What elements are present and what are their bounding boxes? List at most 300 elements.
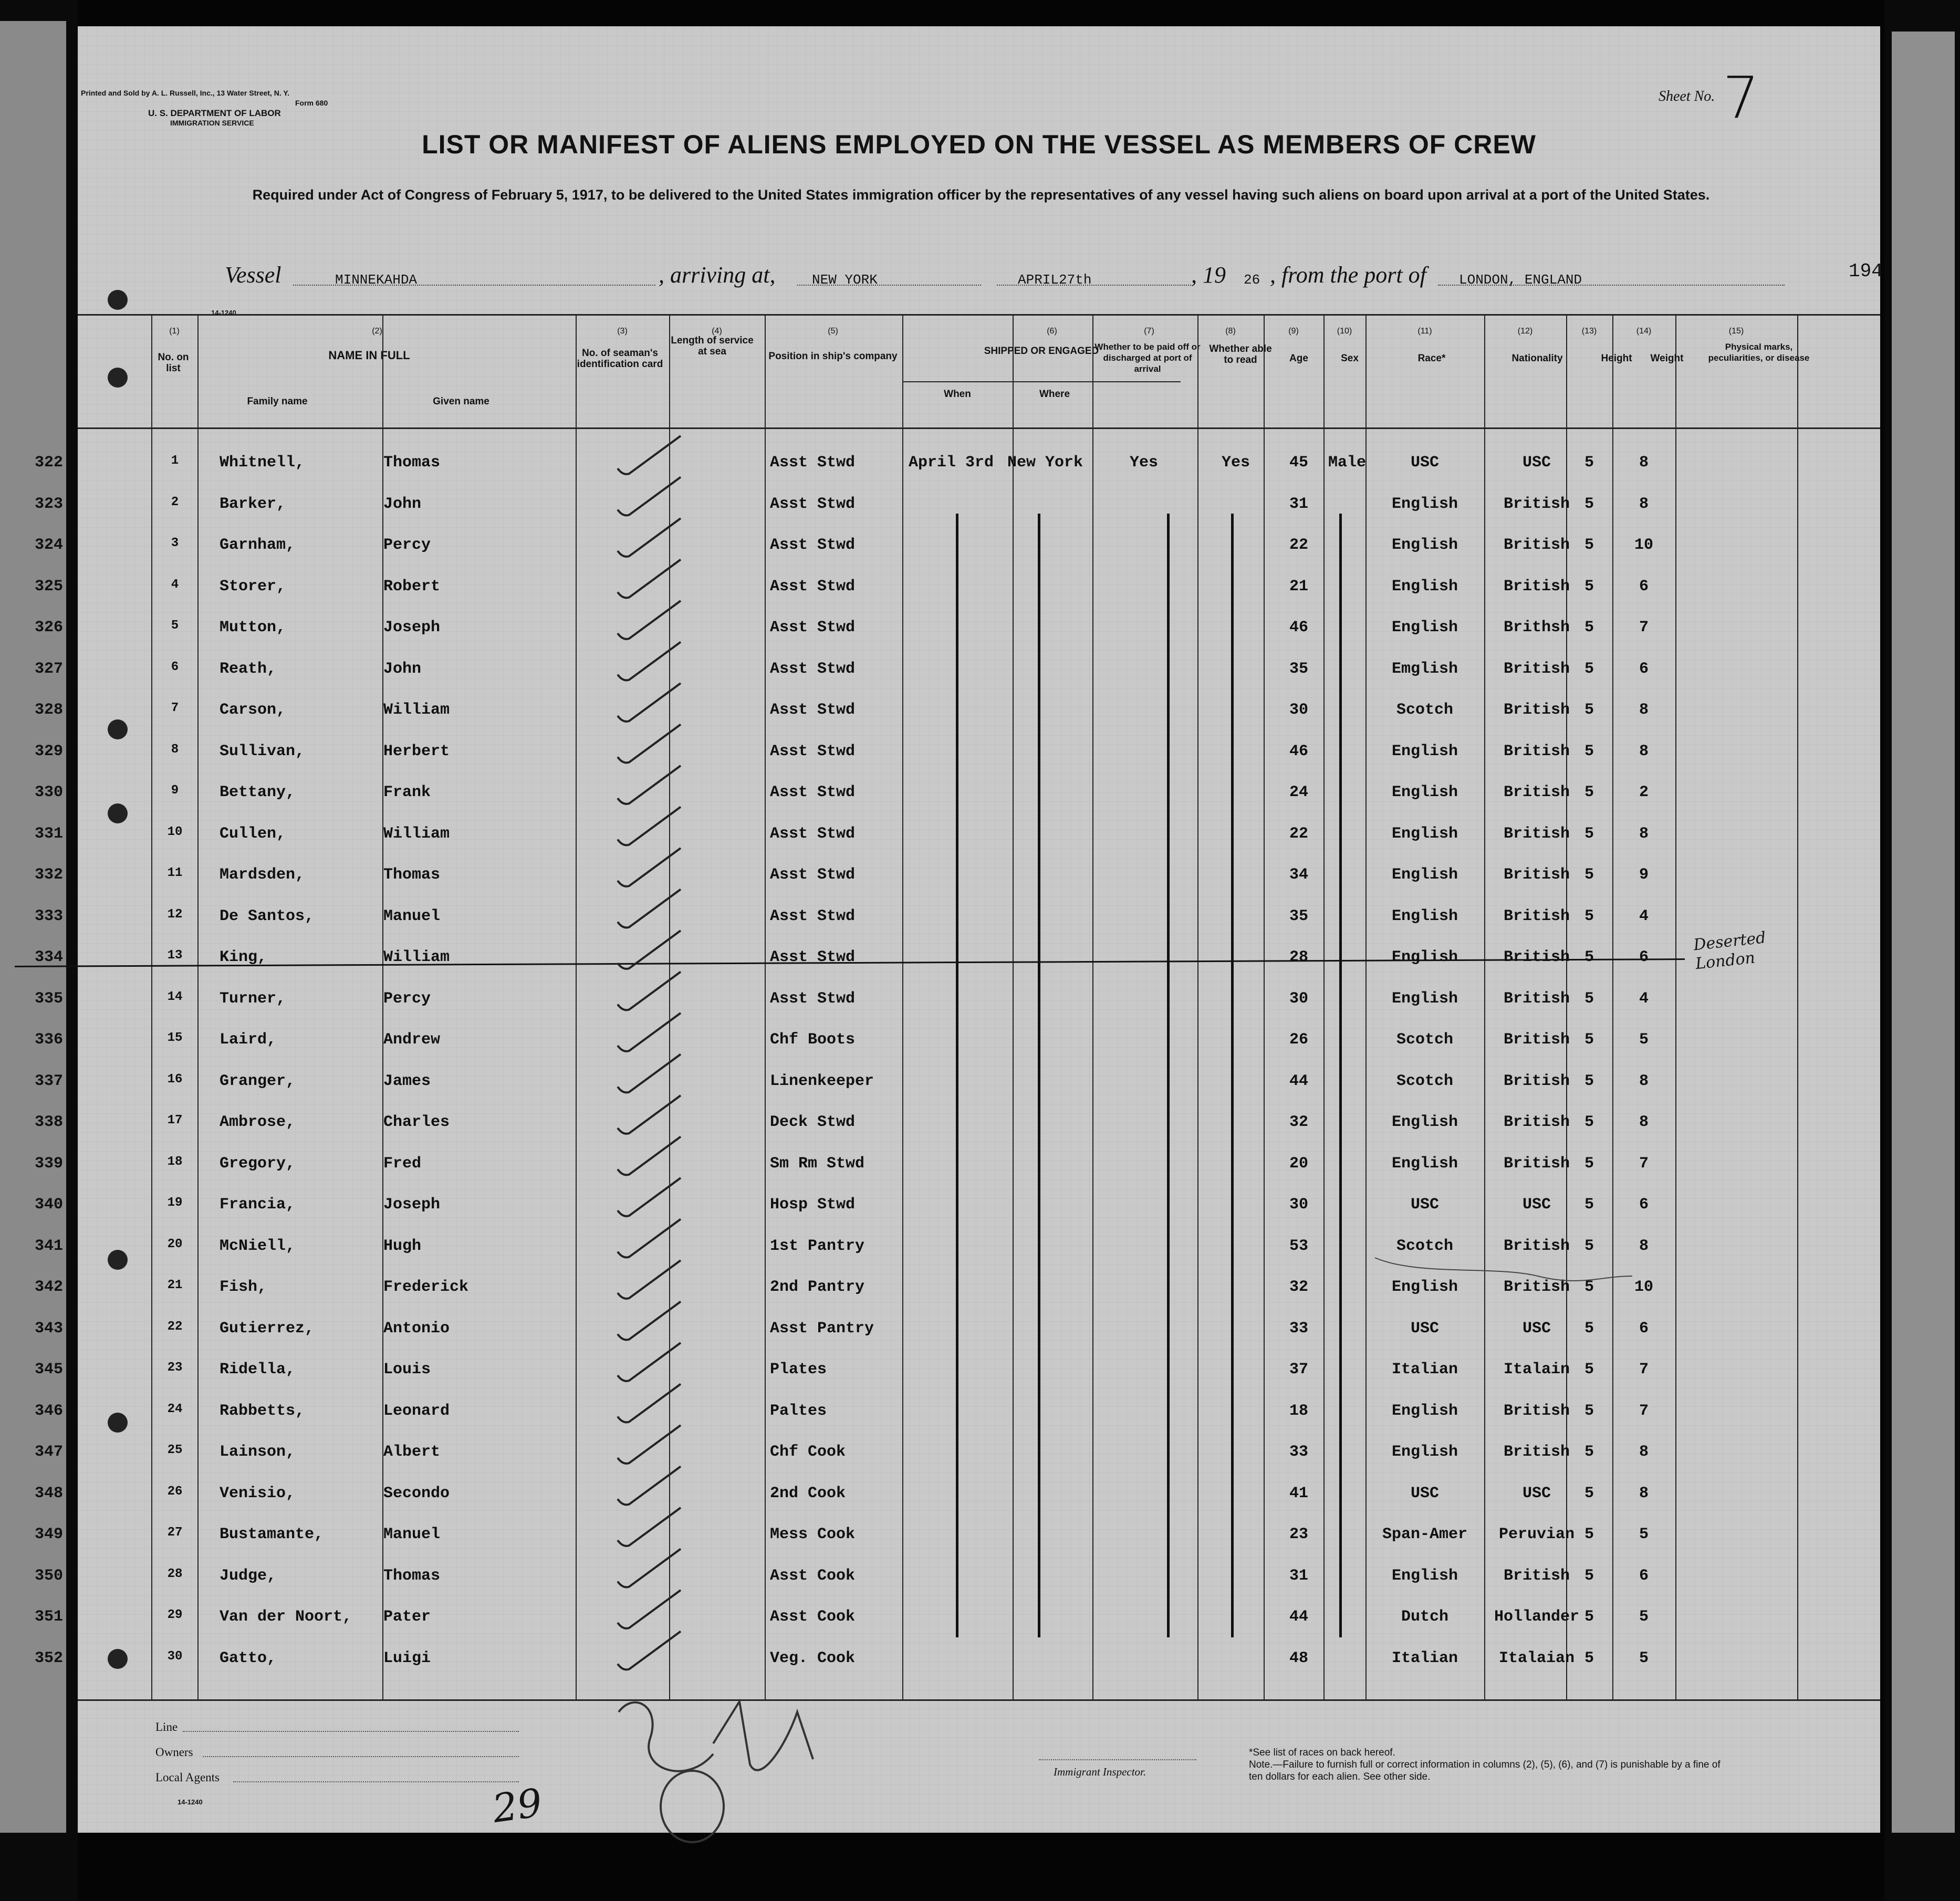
- check-mark-stroke: [618, 890, 681, 928]
- handwritten-count: 29: [489, 1780, 545, 1832]
- header-position: Position in ship's company: [768, 351, 898, 362]
- cell-margin: 348: [34, 1484, 63, 1502]
- cell-position: Asst Stwd: [770, 907, 856, 925]
- column-number-14: (14): [1636, 327, 1652, 336]
- cell-age: 46: [1289, 742, 1308, 760]
- cell-weight: 8: [1639, 495, 1649, 513]
- cell-weight: 8: [1639, 742, 1649, 760]
- cell-nationality: British: [1503, 784, 1570, 801]
- cell-weight: 10: [1634, 536, 1653, 554]
- cell-age: 34: [1289, 866, 1308, 884]
- cell-given: Charles: [383, 1113, 450, 1131]
- cell-position: Veg. Cook: [770, 1649, 856, 1667]
- cell-no: 14: [167, 989, 183, 1004]
- footer-owners-label: Owners: [155, 1746, 193, 1759]
- cell-race: Scotch: [1396, 701, 1454, 719]
- cell-age: 33: [1289, 1443, 1308, 1461]
- page-number: 194: [1849, 260, 1883, 282]
- cell-given: Robert: [383, 577, 441, 596]
- header-sex: Sex: [1341, 353, 1359, 364]
- check-mark-stroke: [618, 683, 681, 722]
- header-physical-marks: Physical marks, peculiarities, or disease: [1708, 342, 1810, 363]
- cell-position: Mess Cook: [770, 1526, 856, 1543]
- cell-race: English: [1391, 742, 1458, 760]
- cell-position: Asst Stwd: [770, 824, 856, 843]
- header-where: Where: [1039, 389, 1070, 400]
- check-mark-stroke: [618, 1590, 681, 1628]
- cell-no: 11: [167, 866, 183, 880]
- cell-age: 37: [1289, 1361, 1308, 1378]
- manifest-page: [34, 26, 1883, 1833]
- check-mark-stroke: [618, 1013, 681, 1051]
- cell-given: Frederick: [383, 1278, 469, 1296]
- header-shipped-engaged: SHIPPED OR ENGAGED: [984, 346, 1099, 357]
- cell-weight: 8: [1639, 701, 1649, 719]
- cell-age: 31: [1289, 495, 1308, 513]
- check-mark-stroke: [618, 931, 681, 969]
- cell-weight: 4: [1639, 989, 1649, 1008]
- cell-weight: 8: [1639, 1072, 1649, 1090]
- cell-where: New York: [1007, 454, 1083, 472]
- cell-age: 30: [1289, 989, 1308, 1008]
- cell-height: 5: [1584, 1608, 1594, 1626]
- header-race: Race*: [1417, 353, 1446, 364]
- check-mark-stroke: [618, 642, 681, 681]
- cell-position: Asst Stwd: [770, 948, 856, 966]
- column-number-13: (13): [1581, 327, 1597, 336]
- cell-age: 46: [1289, 619, 1308, 636]
- cell-given: Luigi: [383, 1649, 431, 1667]
- check-mark-stroke: [618, 1219, 681, 1258]
- cell-height: 5: [1584, 1154, 1594, 1173]
- cell-margin: 323: [34, 495, 63, 513]
- cell-given: Joseph: [383, 619, 441, 636]
- check-mark-stroke: [1375, 1258, 1632, 1281]
- cell-margin: 330: [34, 784, 63, 801]
- cell-family: Garnham,: [220, 536, 296, 554]
- cell-given: Louis: [383, 1361, 431, 1378]
- cell-margin: 331: [34, 824, 63, 843]
- cell-no: 9: [171, 784, 179, 798]
- cell-race: Emglish: [1391, 660, 1458, 678]
- cell-nationality: British: [1503, 1154, 1570, 1173]
- punch-hole: [108, 290, 128, 310]
- cell-given: James: [383, 1072, 431, 1090]
- check-mark-stroke: [618, 1384, 681, 1423]
- column-number-4: (4): [712, 327, 722, 336]
- footnote-penalty: Note.—Failure to furnish full or correct information in columns (2), (5), (6), and (7) is punishable by a fine of ten dollars for each alien. See other side.: [1249, 1759, 1721, 1782]
- cell-age: 44: [1289, 1608, 1308, 1626]
- cell-position: Deck Stwd: [770, 1113, 856, 1131]
- cell-margin: 338: [34, 1113, 63, 1131]
- cell-weight: 7: [1639, 619, 1649, 636]
- cell-no: 8: [171, 742, 179, 757]
- cell-race: English: [1391, 1113, 1458, 1131]
- cell-height: 5: [1584, 1484, 1594, 1502]
- cell-weight: 8: [1639, 454, 1649, 472]
- cell-given: John: [383, 660, 422, 678]
- cell-margin: 343: [34, 1319, 63, 1338]
- cell-no: 26: [167, 1484, 183, 1499]
- cell-no: 18: [167, 1154, 183, 1169]
- cell-height: 5: [1584, 1319, 1594, 1338]
- footer-agents-label: Local Agents: [155, 1771, 220, 1784]
- header-height: Height: [1601, 353, 1632, 364]
- cell-family: Laird,: [220, 1031, 277, 1049]
- cell-family: Granger,: [220, 1072, 296, 1090]
- cell-age: 18: [1289, 1402, 1308, 1420]
- cell-margin: 332: [34, 866, 63, 884]
- printer-line-3: U. S. DEPARTMENT OF LABOR: [148, 108, 281, 118]
- cell-position: Asst Stwd: [770, 701, 856, 719]
- cell-weight: 8: [1639, 824, 1649, 843]
- cell-position: Asst Cook: [770, 1566, 856, 1585]
- cell-no: 12: [167, 907, 183, 922]
- punch-hole: [108, 803, 128, 823]
- cell-position: Asst Stwd: [770, 619, 856, 636]
- form-code-top: 14-1240: [211, 309, 236, 317]
- check-mark-stroke: [618, 1054, 681, 1093]
- cell-weight: 4: [1639, 907, 1649, 925]
- cell-race: English: [1391, 784, 1458, 801]
- cell-position: Sm Rm Stwd: [770, 1154, 865, 1173]
- cell-age: 26: [1289, 1031, 1308, 1049]
- column-number-12: (12): [1517, 327, 1533, 336]
- cell-family: Barker,: [220, 495, 286, 513]
- cell-no: 27: [167, 1526, 183, 1540]
- cell-given: Andrew: [383, 1031, 441, 1049]
- cell-given: Albert: [383, 1443, 441, 1461]
- cell-no: 3: [171, 536, 179, 550]
- cell-family: Cullen,: [220, 824, 286, 843]
- column-number-2: (2): [372, 327, 382, 336]
- check-mark-stroke: [618, 848, 681, 886]
- cell-height: 5: [1584, 742, 1594, 760]
- cell-race: USC: [1410, 1484, 1439, 1502]
- cell-height: 5: [1584, 1443, 1594, 1461]
- cell-age: 45: [1289, 454, 1308, 472]
- header-age: Age: [1289, 353, 1308, 364]
- check-mark-stroke: [618, 972, 681, 1010]
- cell-no: 25: [167, 1443, 183, 1457]
- cell-weight: 10: [1634, 1278, 1653, 1296]
- cell-position: Asst Stwd: [770, 784, 856, 801]
- cell-given: William: [383, 948, 450, 966]
- cell-age: 30: [1289, 1196, 1308, 1214]
- cell-family: Ambrose,: [220, 1113, 296, 1131]
- cell-race: USC: [1410, 1196, 1439, 1214]
- cell-no: 22: [167, 1319, 183, 1334]
- cell-no: 4: [171, 577, 179, 592]
- column-number-3: (3): [617, 327, 628, 336]
- cell-position: Asst Stwd: [770, 577, 856, 596]
- vessel-name: MINNEKAHDA: [335, 272, 418, 288]
- cell-age: 41: [1289, 1484, 1308, 1502]
- cell-family: Bettany,: [220, 784, 296, 801]
- cell-height: 5: [1584, 1361, 1594, 1378]
- cell-family: Gatto,: [220, 1649, 277, 1667]
- cell-race: Italian: [1391, 1361, 1458, 1378]
- cell-margin: 335: [34, 989, 63, 1008]
- cell-position: Asst Cook: [770, 1608, 856, 1626]
- column-number-10: (10): [1337, 327, 1352, 336]
- cell-no: 23: [167, 1361, 183, 1375]
- cell-race: USC: [1410, 454, 1439, 472]
- cell-margin: 341: [34, 1237, 63, 1255]
- cell-margin: 352: [34, 1649, 63, 1667]
- cell-age: 30: [1289, 701, 1308, 719]
- inspector-label: Immigrant Inspector.: [1054, 1766, 1146, 1778]
- page-title: LIST OR MANIFEST OF ALIENS EMPLOYED ON THE VESSEL AS MEMBERS OF CREW: [422, 130, 1536, 159]
- cell-no: 2: [171, 495, 179, 509]
- right-binder-edge: [1884, 0, 1960, 1901]
- cell-given: Manuel: [383, 907, 441, 925]
- arrival-port: NEW YORK: [812, 272, 878, 288]
- cell-margin: 322: [34, 454, 63, 472]
- cell-position: 1st Pantry: [770, 1237, 865, 1255]
- cell-no: 6: [171, 660, 179, 674]
- cell-family: Francia,: [220, 1196, 296, 1214]
- year-value: 26: [1244, 272, 1260, 288]
- cell-margin: 340: [34, 1196, 63, 1214]
- check-mark-stroke: [618, 1343, 681, 1381]
- cell-margin: 334: [34, 948, 63, 966]
- check-mark-stroke: [618, 560, 681, 598]
- cell-race: English: [1391, 1402, 1458, 1420]
- cell-position: Asst Stwd: [770, 866, 856, 884]
- handwritten-check-marks: [78, 26, 1880, 1833]
- cell-age: 22: [1289, 824, 1308, 843]
- cell-race: English: [1391, 1154, 1458, 1173]
- cell-given: Thomas: [383, 454, 441, 472]
- footer-line-label: Line: [155, 1720, 178, 1733]
- page-subtitle: Required under Act of Congress of February 5, 1917, to be delivered to the United States immigration officer by the representatives of any vessel having such aliens on board upon arrival at a port of the United States.: [252, 187, 1710, 203]
- cell-nationality: Italain: [1503, 1361, 1570, 1378]
- printer-line-2: Form 680: [295, 99, 328, 107]
- cell-race: Scotch: [1396, 1072, 1454, 1090]
- check-mark-stroke: [618, 807, 681, 845]
- cell-height: 5: [1584, 1402, 1594, 1420]
- cell-family: Bustamante,: [220, 1526, 324, 1543]
- cell-age: 20: [1289, 1154, 1308, 1173]
- cell-given: Fred: [383, 1154, 422, 1173]
- cell-given: Pater: [383, 1608, 431, 1626]
- cell-height: 5: [1584, 577, 1594, 596]
- cell-race: English: [1391, 866, 1458, 884]
- cell-nationality: USC: [1522, 1484, 1551, 1502]
- cell-race: English: [1391, 824, 1458, 843]
- cell-weight: 9: [1639, 866, 1649, 884]
- cell-no: 24: [167, 1402, 183, 1416]
- cell-age: 23: [1289, 1526, 1308, 1543]
- cell-nationality: British: [1503, 824, 1570, 843]
- column-number-11: (11): [1417, 327, 1432, 336]
- arriving-label: , arriving at,: [659, 262, 776, 288]
- cell-nationality: Italaian: [1498, 1649, 1575, 1667]
- cell-race: English: [1391, 1278, 1458, 1296]
- cell-nationality: Brithsh: [1503, 619, 1570, 636]
- cell-margin: 349: [34, 1526, 63, 1543]
- cell-height: 5: [1584, 1196, 1594, 1214]
- departure-port: LONDON, ENGLAND: [1459, 272, 1582, 288]
- check-mark-stroke: [618, 1508, 681, 1546]
- cell-position: Paltes: [770, 1402, 827, 1420]
- cell-no: 20: [167, 1237, 183, 1251]
- cell-position: Chf Boots: [770, 1031, 856, 1049]
- cell-nationality: British: [1503, 1566, 1570, 1585]
- cell-nationality: British: [1503, 577, 1570, 596]
- cell-given: William: [383, 701, 450, 719]
- cell-family: Reath,: [220, 660, 277, 678]
- cell-given: John: [383, 495, 422, 513]
- cell-nationality: British: [1503, 1072, 1570, 1090]
- cell-position: Linenkeeper: [770, 1072, 874, 1090]
- column-number-6: (6): [1047, 327, 1057, 336]
- cell-margin: 327: [34, 660, 63, 678]
- cell-age: 21: [1289, 577, 1308, 596]
- check-mark-stroke: [618, 1467, 681, 1505]
- cell-height: 5: [1584, 1278, 1594, 1296]
- cell-family: Mutton,: [220, 619, 286, 636]
- cell-race: Span-Amer: [1382, 1526, 1468, 1543]
- cell-height: 5: [1584, 1113, 1594, 1131]
- cell-position: 2nd Pantry: [770, 1278, 865, 1296]
- cell-margin: 351: [34, 1608, 63, 1626]
- cell-race: Dutch: [1401, 1608, 1448, 1626]
- cell-weight: 8: [1639, 1484, 1649, 1502]
- cell-nationality: British: [1503, 1443, 1570, 1461]
- cell-margin: 324: [34, 536, 63, 554]
- cell-race: Italian: [1391, 1649, 1458, 1667]
- cell-family: Storer,: [220, 577, 286, 596]
- cell-margin: 347: [34, 1443, 63, 1461]
- cell-height: 5: [1584, 866, 1594, 884]
- cell-no: 7: [171, 701, 179, 715]
- cell-position: Asst Stwd: [770, 989, 856, 1008]
- cell-given: William: [383, 824, 450, 843]
- cell-family: Lainson,: [220, 1443, 296, 1461]
- cell-no: 19: [167, 1196, 183, 1210]
- cell-height: 5: [1584, 989, 1594, 1008]
- cell-no: 10: [167, 824, 183, 839]
- cell-weight: 8: [1639, 1443, 1649, 1461]
- cell-margin: 346: [34, 1402, 63, 1420]
- cell-age: 22: [1289, 536, 1308, 554]
- sheet-value: 7: [1723, 64, 1759, 131]
- cell-nationality: British: [1503, 1113, 1570, 1131]
- cell-age: 28: [1289, 948, 1308, 966]
- check-mark-stroke: [618, 477, 681, 516]
- cell-family: Rabbetts,: [220, 1402, 305, 1420]
- cell-no: 28: [167, 1566, 183, 1581]
- vessel-label: Vessel: [225, 262, 282, 288]
- cell-weight: 5: [1639, 1031, 1649, 1049]
- cell-no: 29: [167, 1608, 183, 1622]
- cell-nationality: British: [1503, 1402, 1570, 1420]
- column-number-7: (7): [1144, 327, 1154, 336]
- check-mark-stroke: [618, 1260, 681, 1299]
- cell-family: Mardsden,: [220, 866, 305, 884]
- cell-weight: 7: [1639, 1402, 1649, 1420]
- cell-race: English: [1391, 948, 1458, 966]
- cell-age: 24: [1289, 784, 1308, 801]
- cell-position: Asst Stwd: [770, 742, 856, 760]
- cell-nationality: British: [1503, 660, 1570, 678]
- cell-margin: 329: [34, 742, 63, 760]
- cell-weight: 8: [1639, 1237, 1649, 1255]
- column-number-5: (5): [828, 327, 838, 336]
- arrival-date: APRIL27th: [1018, 272, 1092, 288]
- check-mark-stroke: [618, 1137, 681, 1175]
- cell-race: English: [1391, 536, 1458, 554]
- cell-nationality: British: [1503, 948, 1570, 966]
- cell-family: Gregory,: [220, 1154, 296, 1173]
- cell-weight: 6: [1639, 948, 1649, 966]
- cell-position: Asst Stwd: [770, 495, 856, 513]
- cell-weight: 5: [1639, 1649, 1649, 1667]
- cell-no: 13: [167, 948, 183, 963]
- check-mark-stroke: [618, 766, 681, 804]
- cell-given: Herbert: [383, 742, 450, 760]
- cell-height: 5: [1584, 701, 1594, 719]
- cell-position: Hosp Stwd: [770, 1196, 856, 1214]
- header-nationality: Nationality: [1511, 353, 1563, 364]
- cell-race: English: [1391, 495, 1458, 513]
- cell-read: Yes: [1221, 454, 1250, 472]
- cell-nationality: British: [1503, 866, 1570, 884]
- cell-family: Whitnell,: [220, 454, 305, 472]
- check-mark-stroke: [618, 436, 681, 474]
- cell-margin: 326: [34, 619, 63, 636]
- cell-remark: Deserted London: [1692, 928, 1767, 974]
- check-mark-stroke: [618, 518, 681, 557]
- column-number-15: (15): [1728, 327, 1744, 336]
- header-paid-off: Whether to be paid off or discharged at port of arrival: [1094, 342, 1201, 374]
- column-number-8: (8): [1225, 327, 1236, 336]
- column-number-1: (1): [169, 327, 180, 336]
- check-mark-stroke: [618, 1549, 681, 1587]
- cell-age: 35: [1289, 907, 1308, 925]
- cell-margin: 339: [34, 1154, 63, 1173]
- header-when: When: [944, 389, 971, 400]
- check-mark-stroke: [618, 725, 681, 763]
- cell-height: 5: [1584, 824, 1594, 843]
- year-prefix: , 19: [1191, 262, 1226, 288]
- cell-family: Carson,: [220, 701, 286, 719]
- cell-height: 5: [1584, 948, 1594, 966]
- punch-hole: [108, 719, 128, 739]
- cell-given: Percy: [383, 536, 431, 554]
- cell-race: English: [1391, 577, 1458, 596]
- cell-height: 5: [1584, 1031, 1594, 1049]
- cell-position: Asst Stwd: [770, 454, 856, 472]
- cell-age: 31: [1289, 1566, 1308, 1585]
- cell-age: 35: [1289, 660, 1308, 678]
- cell-paid: Yes: [1129, 454, 1158, 472]
- cell-nationality: British: [1503, 1031, 1570, 1049]
- cell-margin: 325: [34, 577, 63, 596]
- cell-weight: 7: [1639, 1154, 1649, 1173]
- footnote-races: *See list of races on back hereof.: [1249, 1747, 1395, 1758]
- punch-hole: [108, 368, 128, 388]
- header-able-to-read: Whether able to read: [1209, 343, 1272, 365]
- cell-given: Percy: [383, 989, 431, 1008]
- cell-no: 30: [167, 1649, 183, 1664]
- cell-no: 15: [167, 1031, 183, 1045]
- cell-position: Asst Stwd: [770, 660, 856, 678]
- check-mark-stroke: [618, 1425, 681, 1464]
- check-mark-stroke: [618, 1178, 681, 1216]
